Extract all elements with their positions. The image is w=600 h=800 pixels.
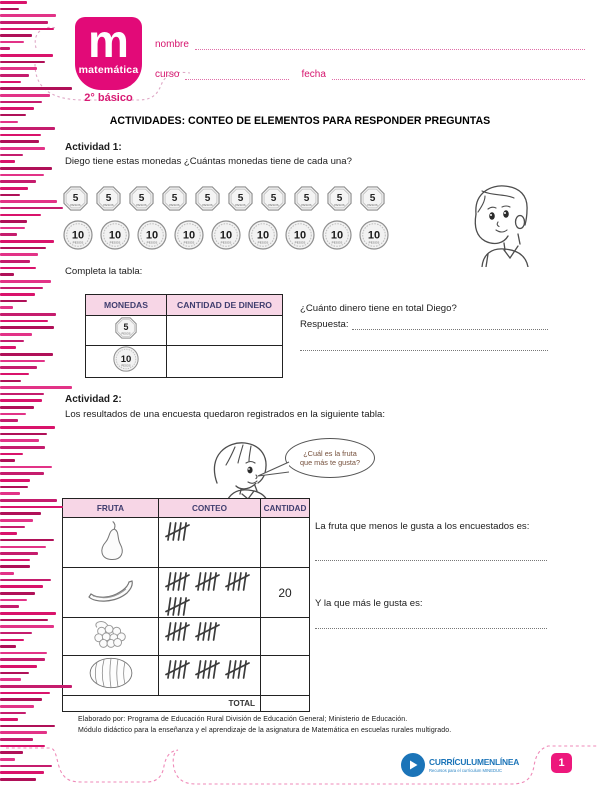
- logo-m: m: [88, 15, 129, 67]
- coin-10-icon: [359, 220, 389, 250]
- svg-text:PESOS: PESOS: [103, 203, 114, 207]
- grapes-icon: [88, 618, 134, 650]
- banana-icon: [85, 575, 137, 605]
- question-least-liked: La fruta que menos le gusta a los encuestados es:: [315, 521, 530, 532]
- tally-cell: [159, 656, 261, 696]
- logo-name: matemática: [78, 64, 139, 76]
- table-row-banana: [63, 568, 310, 618]
- svg-text:PESOS: PESOS: [220, 240, 232, 245]
- svg-text:PESOS: PESOS: [72, 240, 84, 245]
- coin-5-icon: [195, 186, 220, 211]
- coin-5-icon: [129, 186, 154, 211]
- five-peso-coin-row: [63, 186, 385, 211]
- decorative-left-fringe: [0, 1, 60, 785]
- activity2-heading: Actividad 2:: [65, 394, 122, 405]
- most-liked-answer-line: [315, 617, 547, 629]
- coins-table-header-cantidad: CANTIDAD DE DINERO: [167, 295, 283, 316]
- speech-bubble: [285, 438, 375, 478]
- coin-5-icon: [96, 186, 121, 211]
- svg-text:PESOS: PESOS: [235, 203, 246, 207]
- svg-text:PESOS: PESOS: [202, 203, 213, 207]
- coin-5-icon: [327, 186, 352, 211]
- tally-cell: [159, 518, 261, 568]
- svg-text:10: 10: [120, 353, 132, 365]
- total-money-question: ¿Cuánto dinero tiene en total Diego?: [300, 303, 457, 314]
- svg-text:PESOS: PESOS: [70, 203, 81, 207]
- tally-marks: [165, 521, 251, 542]
- svg-text:10: 10: [256, 229, 270, 242]
- speech-bubble-line1: ¿Cuál es la fruta: [303, 449, 357, 458]
- answer-line-1: [352, 318, 548, 330]
- svg-text:5: 5: [204, 192, 211, 204]
- coin-5-icon: [261, 186, 286, 211]
- answer-row: [300, 318, 548, 330]
- cantidad-cell: 20: [261, 568, 310, 618]
- date-line: [332, 68, 585, 80]
- coin-5-icon: [115, 317, 137, 339]
- tally-marks: [165, 659, 251, 680]
- credit-line-1: Elaborado por: Programa de Educación Rural División de Educación General; Ministerio de Educación.: [78, 716, 408, 723]
- ten-peso-coin-row: [63, 220, 389, 250]
- svg-text:PESOS: PESOS: [368, 240, 380, 245]
- coin-10-icon: [285, 220, 315, 250]
- pear-icon-cell: [63, 518, 159, 568]
- answer-line-2: [300, 339, 548, 351]
- coin-5-icon: [360, 186, 385, 211]
- svg-text:5: 5: [270, 192, 277, 204]
- svg-text:10: 10: [71, 229, 85, 242]
- activity1-prompt: Diego tiene estas monedas ¿Cuántas monedas tiene de cada una?: [65, 156, 352, 167]
- svg-text:10: 10: [330, 229, 344, 242]
- worksheet-title: ACTIVIDADES: CONTEO DE ELEMENTOS PARA RESPONDER PREGUNTAS: [109, 115, 491, 127]
- cantidad-cell: [261, 518, 310, 568]
- boy-illustration-icon: [452, 182, 547, 267]
- coin-5-cell: [86, 316, 167, 346]
- tally-marks: [165, 571, 251, 617]
- coin-10-icon: [137, 220, 167, 250]
- coin-10-icon: [113, 346, 139, 372]
- coin-10-icon: [322, 220, 352, 250]
- empty-answer-cell: [167, 346, 283, 378]
- svg-text:PESOS: PESOS: [301, 203, 312, 207]
- coin-10-icon: [248, 220, 278, 250]
- watermelon-icon: [82, 656, 140, 690]
- svg-text:10: 10: [219, 229, 233, 242]
- table-row-watermelon: [63, 656, 310, 696]
- svg-text:5: 5: [237, 192, 244, 204]
- matematica-logo: [75, 17, 142, 90]
- grapes-icon-cell: [63, 618, 159, 656]
- total-value-cell: [261, 696, 310, 712]
- cantidad-cell: [261, 618, 310, 656]
- tally-cell: [159, 568, 261, 618]
- watermelon-icon-cell: [63, 656, 159, 696]
- fruit-table-header-conteo: CONTEO: [159, 499, 261, 518]
- banana-icon-cell: [63, 568, 159, 618]
- svg-text:10: 10: [293, 229, 307, 242]
- complete-table-prompt: Completa la tabla:: [65, 266, 143, 277]
- course-line: [185, 68, 289, 80]
- coin-10-icon: [63, 220, 93, 250]
- coin-5-icon: [294, 186, 319, 211]
- coin-10-icon: [100, 220, 130, 250]
- svg-text:PESOS: PESOS: [136, 203, 147, 207]
- tally-marks: [165, 621, 251, 642]
- svg-text:PESOS: PESOS: [367, 203, 378, 207]
- coins-table-header-monedas: MONEDAS: [86, 295, 167, 316]
- course-date-row: [155, 68, 585, 80]
- fruit-table-header-fruta: FRUTA: [63, 499, 159, 518]
- question-most-liked: Y la que más le gusta es:: [315, 598, 423, 609]
- svg-text:PESOS: PESOS: [334, 203, 345, 207]
- activity2-prompt: Los resultados de una encuesta quedaron registrados en la siguiente tabla:: [65, 409, 386, 420]
- name-field-row: [155, 38, 585, 50]
- table-row-total: [63, 696, 310, 712]
- svg-text:5: 5: [72, 192, 79, 204]
- svg-text:PESOS: PESOS: [294, 240, 306, 245]
- name-label: nombre: [155, 39, 189, 50]
- speech-bubble-tail: [256, 460, 290, 480]
- least-liked-answer-line: [315, 549, 547, 561]
- empty-answer-cell: [167, 316, 283, 346]
- coin-10-cell: [86, 346, 167, 378]
- svg-text:5: 5: [369, 192, 376, 204]
- coin-5-icon: [63, 186, 88, 211]
- svg-text:5: 5: [123, 322, 129, 333]
- curriculum-brand-text: CURRÍCULUMENLÍNEA: [429, 757, 520, 767]
- svg-text:PESOS: PESOS: [183, 240, 195, 245]
- credit-line-2: Módulo didáctico para la enseñanza y el aprendizaje de la asignatura de Matemática en escuelas rurales multigrado.: [78, 727, 452, 734]
- cantidad-cell: [261, 656, 310, 696]
- svg-text:PESOS: PESOS: [121, 332, 131, 336]
- total-label-cell: TOTAL: [63, 696, 261, 712]
- answer-label: Respuesta:: [300, 319, 349, 330]
- svg-text:10: 10: [108, 229, 122, 242]
- fruit-table-header-cantidad: CANTIDAD: [261, 499, 310, 518]
- activity1-heading: Actividad 1:: [65, 142, 122, 153]
- date-label: fecha: [301, 69, 326, 80]
- svg-text:PESOS: PESOS: [121, 364, 131, 368]
- coin-5-icon: [162, 186, 187, 211]
- svg-text:10: 10: [145, 229, 159, 242]
- svg-text:PESOS: PESOS: [268, 203, 279, 207]
- svg-text:10: 10: [367, 229, 381, 242]
- svg-text:5: 5: [105, 192, 112, 204]
- svg-text:5: 5: [171, 192, 178, 204]
- curriculum-brand-tagline: Recursos para el currículum MINEDUC: [429, 767, 503, 773]
- svg-text:PESOS: PESOS: [331, 240, 343, 245]
- table-row-pear: [63, 518, 310, 568]
- svg-text:PESOS: PESOS: [109, 240, 121, 245]
- svg-text:5: 5: [138, 192, 145, 204]
- svg-text:PESOS: PESOS: [146, 240, 158, 245]
- table-row-grapes: [63, 618, 310, 656]
- coin-10-icon: [174, 220, 204, 250]
- coin-10-icon: [211, 220, 241, 250]
- name-line: [195, 38, 585, 50]
- pear-icon: [94, 518, 128, 562]
- coins-table: [85, 294, 283, 378]
- speech-bubble-line2: que más te gusta?: [299, 458, 361, 467]
- grade-label: 2° básico: [84, 92, 133, 104]
- svg-text:10: 10: [182, 229, 196, 242]
- fruit-survey-table: [62, 498, 310, 712]
- curriculum-en-linea-logo: [401, 753, 519, 777]
- coin-5-icon: [228, 186, 253, 211]
- play-icon: [401, 753, 425, 777]
- svg-text:5: 5: [336, 192, 343, 204]
- svg-text:5: 5: [303, 192, 310, 204]
- tally-cell: [159, 618, 261, 656]
- svg-text:PESOS: PESOS: [169, 203, 180, 207]
- svg-text:PESOS: PESOS: [257, 240, 269, 245]
- page-number-badge: 1: [551, 753, 572, 773]
- course-label: curso: [155, 69, 180, 80]
